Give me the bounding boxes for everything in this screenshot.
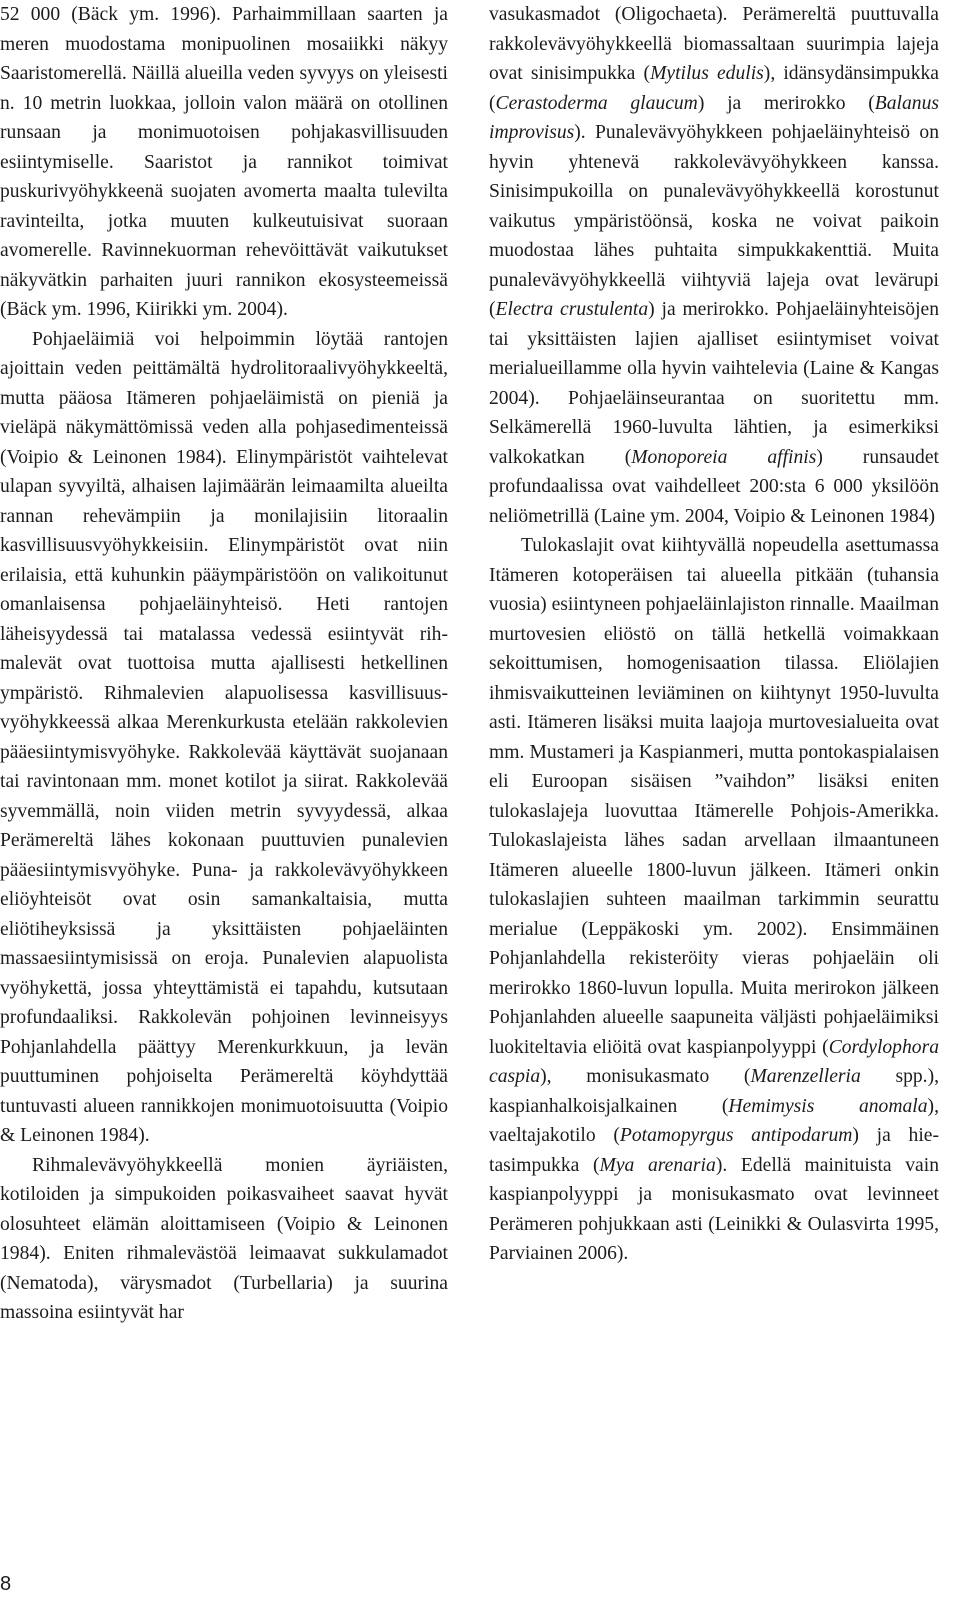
species-name: Balanus improvisus <box>489 92 939 143</box>
species-name: Mya arenaria <box>599 1154 716 1176</box>
species-name: Mytilus edulis <box>650 63 764 84</box>
body-paragraph <box>0 0 448 325</box>
species-name: Cerastoderma glaucum <box>495 92 698 114</box>
text-run: 52 000 (Bäck ym. 1996). Parhaimmillaan saarten ja meren muodostama monipuolinen mosaiikki näkyy Saaristomerellä. Näillä alueilla veden syvyys on yleisesti n. 10 metrin luokkaa, jolloin valon määrä on otollinen runsaan ja monimuotoisen pohjakasvillisuuden esiintymiselle. Saaristot ja rannikot toimivat puskurivyöhykkeenä suojaten avomerta maalta tulevilta ravinteilta, jotka muuten kulkeutuisivat suoraan avomerelle. Ravinnekuorman rehevöittävät vaikutukset näkyvätkin parhaiten juuri rannikon ekosysteemeissä (Bäck ym. 1996, Kiirikki ym. 2004). <box>0 4 448 320</box>
text-run: ), vaeltajakotilo ( <box>489 1095 939 1146</box>
text-run: ). Edellä mainituista vain kaspianpolyyppi ja monisukasmato ovat levinneet Perämeren pohjukkaan asti (Leinikki & Oulasvirta 1995, Parviainen 2006). <box>489 1154 939 1264</box>
species-name: Potamopyrgus antipodarum <box>619 1125 853 1146</box>
body-paragraph <box>0 325 448 1151</box>
species-name: Electra crustulenta <box>495 299 649 320</box>
body-paragraph <box>0 1151 448 1328</box>
text-run: ) ja merirokko ( <box>697 92 875 114</box>
right-text-column <box>489 0 939 1269</box>
text-run: ), idänsydänsimpukka ( <box>489 63 940 114</box>
species-name: Monoporeia affinis <box>631 446 817 468</box>
page-number: 8 <box>0 1573 12 1595</box>
text-run: ), monisukasmato ( <box>540 1066 751 1087</box>
text-run: ) ja merirokko. Pohjaeläinyhteisöjen tai yksittäisten lajien ajalliset esiintymiset voivat merialueillamme olla hyvin vaihtelevia (Laine & Kangas 2004). Pohjaeläinseurantaa on suoritettu mm. Selkämerellä 1960-luvulta lähtien, ja esimerkiksi valkokatkan ( <box>489 299 940 468</box>
species-name: Cordylophora caspia <box>489 1036 939 1087</box>
text-run: ) ja hietasimpukka ( <box>489 1125 940 1176</box>
text-run: vasukasmadot (Oligochaeta). Perämereltä puuttuvalla rakkolevävyöhykkeellä biomassaltaan suurimpia lajeja ovat sinisimpukka ( <box>489 4 939 84</box>
body-paragraph <box>489 531 939 1269</box>
text-run: Pohjaeläimiä voi helpoimmin löytää rantojen ajoittain veden peittämältä hydrolitoraalivyöhykkeeltä, mutta pääosa Itämeren pohjaeläimistä on pieniä ja vieläpä näkymättömissä veden alla pohjasedimenteissä (Voipio & Leinonen 1984). Elinympäristöt vaihtelevat ulapan syvyiltä, alhaisen lajimäärän leimaamilta alueilta rannan rehevämpiin ja monilajisiin litoraalin kasvillisuusvyöhykkeisiin. Elinympäristöt ovat niin erilaisia, että kuhunkin pääympäristöön on valikoitunut omanlaisensa pohjaeläinyhteisö. Heti rantojen läheisyydessä tai matalassa vedessä esiintyvät rihmalevät ovat tuottoisa mutta ajallisesti hetkellinen ympäristö. Rihmalevien alapuolisessa kasvillisuusvyöhykkeessä alkaa Merenkurkusta etelään rakkolevien pääesiintymisvyöhyke. Rakkolevää käyttävät suojanaan tai ravintonaan mm. monet kotilot ja siirat. Rakkolevää syvemmällä, noin viiden metrin syvyydessä, alkaa Perämereltä lähes kokonaan puuttuvien punalevien pääesiintymisvyöhyke. Puna- ja rakkolevävyöhykkeen eliöyhteisöt ovat osin samankaltaisia, mutta eliötiheyksissä ja yksittäisten pohjaeläinten massaesiintymisissä on eroja. Punalevien alapuolista vyöhykettä, jossa yhteyttämistä ei tapahdu, kutsutaan profundaaliksi. Rakkolevän pohjoinen levinneisyys Pohjanlahdella päättyy Merenkurkkuun, ja levän puuttuminen pohjoiselta Perämereltä köyhdyttää tuntuvasti alueen rannikkojen monimuotoisuutta (Voipio & Leinonen 1984). <box>0 328 448 1146</box>
left-text-column <box>0 0 448 1328</box>
species-name: Hemimysis anomala <box>728 1095 928 1117</box>
text-run: ) runsaudet profundaalissa ovat vaihdelleet 200:sta 6 000 yksilöön neliömetrillä (Laine ym. 2004, Voipio & Leinonen 1984) <box>489 446 939 527</box>
text-run: spp.), kaspianhalkoisjalkainen ( <box>489 1066 939 1117</box>
text-run: Rihmalevävyöhykkeellä monien äyriäisten, kotiloiden ja simpukoiden poikasvaiheet saavat hyvät olosuhteet elämän aloittamiseen (Voipio & Leinonen 1984). Eniten rihmalevästöä leimaavat sukkulamadot (Nematoda), värysmadot (Turbellaria) ja suurina massoina esiintyvät har <box>0 1154 448 1323</box>
text-run: Tulokaslajit ovat kiihtyvällä nopeudella asettumassa Itämeren kotoperäisen tai alueella pitkään (tuhansia vuosia) esiintyneen pohjaeläinlajiston rinnalle. Maailman murtovesien eliöstö on tällä hetkellä voimakkaan sekoittumisen, homogenisaation tilassa. Eliölajien ihmisvaikutteinen leviäminen on kiihtynyt 1950-luvulta asti. Itämeren lisäksi muita laajoja murtovesialueita ovat mm. Mustameri ja Kaspianmeri, mutta pontokaspialaisen eli Euroopan sisäisen ”vaihdon” lisäksi eniten tulokaslajeja luovuttaa Itämerelle Pohjois-Amerikka. Tulokaslajeista lähes sadan arvellaan ilmaantuneen Itämeren alueelle 1800-luvun jälkeen. Itämeri onkin tulokaslajien suhteen maailman tarkimmin seurattu merialue (Leppäkoski ym. 2002). Ensimmäinen Pohjanlahdella rekisteröity vieras pohjaeläin oli merirokko 1860-luvun lopulla. Muita merirokon jälkeen Pohjanlahden alueelle saapuneita väljästi pohjaeläimiksi luokiteltavia eliöitä ovat kaspianpolyyppi ( <box>489 535 939 1058</box>
text-run: ). Punalevävyöhykkeen pohjaeläinyhteisö on hyvin yhtenevä rakkolevävyöhykkeen kanssa. Sinisimpukoilla on punalevävyöhykkeellä korostunut vaikutus ympäristöönsä, koska ne voivat paikoin muodostaa lähes puhtaita simpukkakenttiä. Muita punalevävyöhykkeellä viihtyviä lajeja ovat levärupi ( <box>489 122 939 320</box>
species-name: Marenzelleria <box>750 1066 861 1087</box>
body-paragraph <box>489 0 939 531</box>
